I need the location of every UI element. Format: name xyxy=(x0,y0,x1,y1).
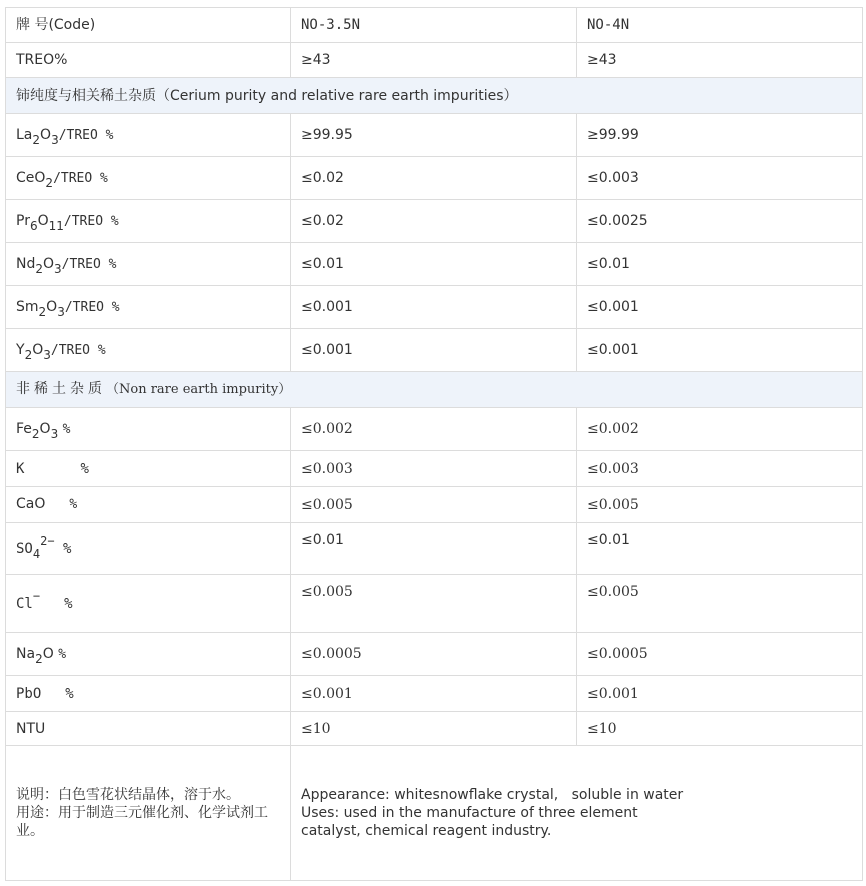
value-a: ≤0.02 xyxy=(291,200,577,243)
value-a: ≤0.002 xyxy=(291,408,577,451)
impurity-label: $Na_2O$ % xyxy=(6,633,291,676)
section-rare-earth-title: 铈纯度与相关稀土杂质（Cerium purity and relative rare earth impurities） xyxy=(6,78,863,114)
value-a: ≤0.003 xyxy=(291,451,577,487)
table-row xyxy=(6,575,863,633)
spec-table xyxy=(5,7,863,881)
table-row xyxy=(6,329,863,372)
value-b: ≤0.01 xyxy=(577,243,863,286)
table-row xyxy=(6,633,863,676)
notes-en-appearance: Appearance: whitesnowflake crystal, soluble in water xyxy=(301,787,684,803)
value-b: ≤0.003 xyxy=(577,157,863,200)
notes-en-uses: Uses: used in the manufacture of three element xyxy=(301,805,638,821)
code-label: 牌 号(Code) xyxy=(6,8,291,43)
value-b: ≤0.005 xyxy=(577,575,863,633)
value-a: ≤0.005 xyxy=(291,575,577,633)
value-b: ≤0.0025 xyxy=(577,200,863,243)
impurity-label: $Fe_2O_3$ % xyxy=(6,408,291,451)
value-b: ≤0.001 xyxy=(577,286,863,329)
value-b: ≤0.001 xyxy=(577,676,863,712)
value-a: ≤0.01 xyxy=(291,523,577,575)
value-b: ≤0.002 xyxy=(577,408,863,451)
value-b: ≤0.001 xyxy=(577,329,863,372)
impurity-label: Cl− % xyxy=(6,575,291,633)
notes-en xyxy=(291,746,863,881)
treo-row xyxy=(6,43,863,78)
value-b: ≤10 xyxy=(577,712,863,746)
value-b: ≤0.005 xyxy=(577,487,863,523)
table-row xyxy=(6,523,863,575)
value-b: ≤0.003 xyxy=(577,451,863,487)
value-a: ≤0.001 xyxy=(291,676,577,712)
value-a: ≤0.001 xyxy=(291,286,577,329)
notes-en-uses-cont: catalyst, chemical reagent industry. xyxy=(301,823,552,839)
table-row xyxy=(6,243,863,286)
value-a: ≤0.01 xyxy=(291,243,577,286)
table-row xyxy=(6,114,863,157)
value-b: ≤0.01 xyxy=(577,523,863,575)
table-row xyxy=(6,712,863,746)
impurity-label: $Y_2O_3$/TREO % xyxy=(6,329,291,372)
grade-b-header: NO-4N xyxy=(577,8,863,43)
table-row xyxy=(6,200,863,243)
notes-cn-usage: 用途：用于制造三元催化剂、化学试剂工业。 xyxy=(16,805,268,839)
notes-row xyxy=(6,746,863,881)
table-row xyxy=(6,676,863,712)
impurity-label: $Nd_2O_3$/TREO % xyxy=(6,243,291,286)
impurity-label: CaO % xyxy=(6,487,291,523)
treo-value-b: ≥43 xyxy=(577,43,863,78)
table-row xyxy=(6,157,863,200)
table-row xyxy=(6,286,863,329)
table-row xyxy=(6,487,863,523)
impurity-label: $La_2O_3$/TREO % xyxy=(6,114,291,157)
table-row xyxy=(6,451,863,487)
value-a: ≤0.02 xyxy=(291,157,577,200)
grade-a-header: NO-3.5N xyxy=(291,8,577,43)
treo-label: TREO% xyxy=(6,43,291,78)
section-non-rare-earth-title: 非稀土杂质（Non rare earth impurity） xyxy=(6,372,863,408)
table-row xyxy=(6,408,863,451)
impurity-label: $SO_4^{2-}$ % xyxy=(6,523,291,575)
value-a: ≤0.005 xyxy=(291,487,577,523)
impurity-label: K % xyxy=(6,451,291,487)
value-a: ≤0.0005 xyxy=(291,633,577,676)
impurity-label: NTU xyxy=(6,712,291,746)
impurity-label: PbO % xyxy=(6,676,291,712)
value-b: ≤0.0005 xyxy=(577,633,863,676)
header-row xyxy=(6,8,863,43)
treo-value-a: ≥43 xyxy=(291,43,577,78)
value-a: ≥99.95 xyxy=(291,114,577,157)
notes-cn-description: 说明：白色雪花状结晶体，溶于水。 xyxy=(16,787,240,803)
value-b: ≥99.99 xyxy=(577,114,863,157)
value-a: ≤10 xyxy=(291,712,577,746)
section-rare-earth xyxy=(6,78,863,114)
impurity-label: CeO$_2$/TREO % xyxy=(6,157,291,200)
value-a: ≤0.001 xyxy=(291,329,577,372)
impurity-label: $Sm_2O_3$/TREO % xyxy=(6,286,291,329)
notes-cn xyxy=(6,746,291,881)
impurity-label: $Pr_6O_{11}$/TREO % xyxy=(6,200,291,243)
section-non-rare-earth xyxy=(6,372,863,408)
